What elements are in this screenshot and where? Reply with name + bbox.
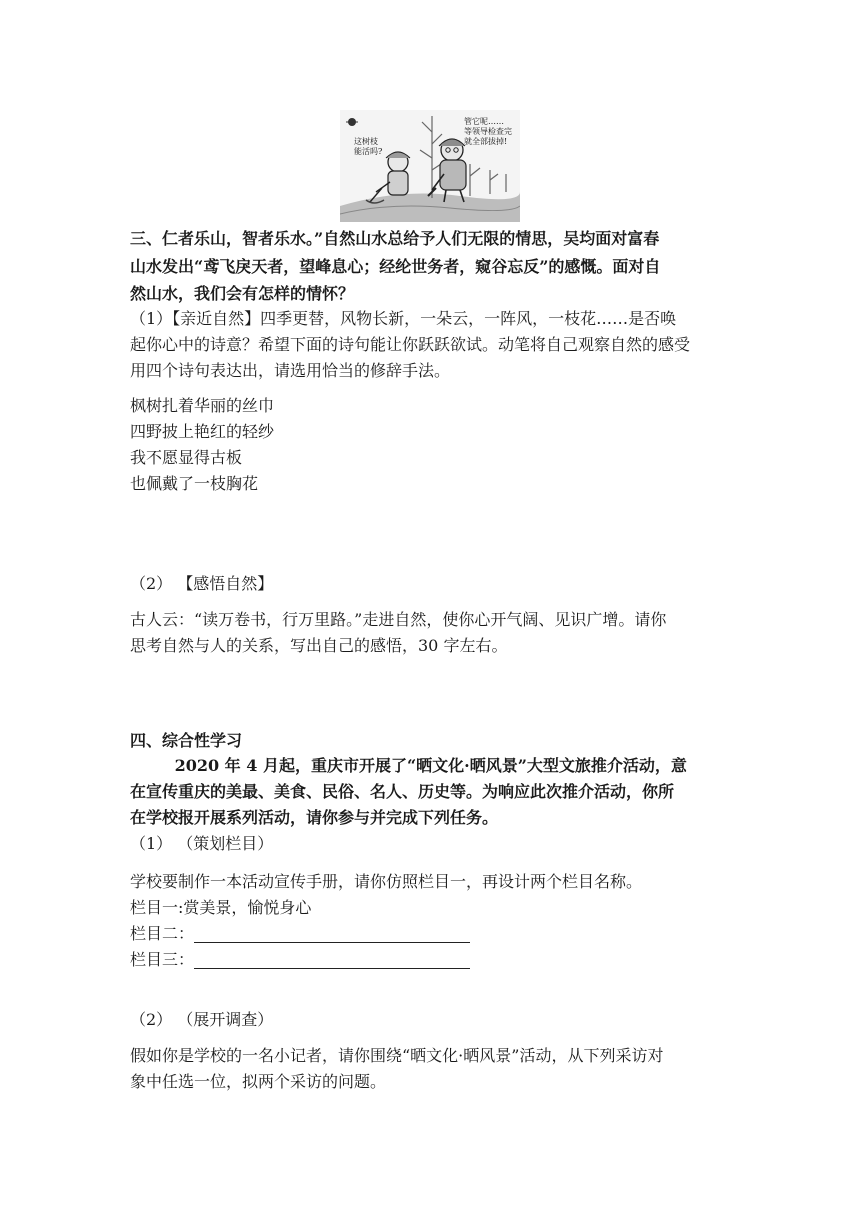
section3-heading-line-1: 三、仁者乐山，智者乐水。”自然山水总给予人们无限的情思，吴均面对富春 xyxy=(130,229,660,248)
column-three-answer-blank[interactable] xyxy=(194,950,470,969)
section4-intro-line-3: 在学校报开展系列活动，请你参与并完成下列任务。 xyxy=(130,808,499,827)
bubble-right-line-2: 等领导检查完 xyxy=(464,127,512,136)
bubble-left-line-2: 能活吗? xyxy=(354,147,383,156)
section3-q1-line-3: 用四个诗句表达出，请选用恰当的修辞手法。 xyxy=(130,361,451,380)
section3-q2-line-2: 思考自然与人的关系，写出自己的感悟，30 字左右。 xyxy=(130,636,508,655)
poem-line-4: 也佩戴了一枝胸花 xyxy=(130,474,259,493)
section4-heading: 四、综合性学习 xyxy=(130,731,243,750)
poem-line-3: 我不愿显得古板 xyxy=(130,448,243,467)
column-one: 栏目一:赏美景，愉悦身心 xyxy=(130,898,312,917)
column-two-answer-blank[interactable] xyxy=(194,924,470,943)
cartoon-illustration xyxy=(340,110,520,222)
column-two-label: 栏目二： xyxy=(130,924,195,943)
bubble-right-line-1: 管它呢…… xyxy=(464,117,504,126)
section3-q2-line-1: 古人云：“读万卷书，行万里路。”走进自然，使你心开气阔、见识广增。请你 xyxy=(130,610,667,629)
section3-heading-line-2: 山水发出“鸢飞戾天者，望峰息心；经纶世务者，窥谷忘反”的感慨。面对自 xyxy=(130,257,661,276)
section3-q2-title: （2） 【感悟自然】 xyxy=(130,574,274,593)
section3-q1-line-1: （1）【亲近自然】四季更替，风物长新，一朵云，一阵风，一枝花……是否唤 xyxy=(130,309,677,328)
poem-line-1: 枫树扎着华丽的丝巾 xyxy=(130,396,275,415)
section4-q2-line-2: 象中任选一位，拟两个采访的问题。 xyxy=(130,1072,387,1091)
column-three-label: 栏目三： xyxy=(130,950,195,969)
bubble-left-line-1: 这树枝 xyxy=(354,137,378,146)
section3-q1-line-2: 起你心中的诗意？希望下面的诗句能让你跃跃欲试。动笔将自己观察自然的感受 xyxy=(130,335,691,354)
section4-q2-title: （2） （展开调查） xyxy=(130,1010,274,1029)
bubble-right-line-3: 就全部拔掉! xyxy=(464,137,508,146)
section4-q1-title: （1） （策划栏目） xyxy=(130,834,274,853)
column-three-row xyxy=(130,947,740,973)
section4-q1-text: 学校要制作一本活动宣传手册，请你仿照栏目一，再设计两个栏目名称。 xyxy=(130,872,643,891)
section4-intro-line-2: 在宣传重庆的美最、美食、民俗、名人、历史等。为响应此次推介活动，你所 xyxy=(130,782,675,801)
column-two-row xyxy=(130,921,740,947)
poem-line-2: 四野披上艳红的轻纱 xyxy=(130,422,275,441)
section3-heading-line-3: 然山水，我们会有怎样的情怀？ xyxy=(130,284,355,303)
section4-intro-line-1: 2020 年 4 月起，重庆市开展了“晒文化·晒风景”大型文旅推介活动，意 xyxy=(130,756,687,775)
section4-q2-line-1: 假如你是学校的一名小记者，请你围绕“晒文化·晒风景”活动，从下列采访对 xyxy=(130,1046,664,1065)
